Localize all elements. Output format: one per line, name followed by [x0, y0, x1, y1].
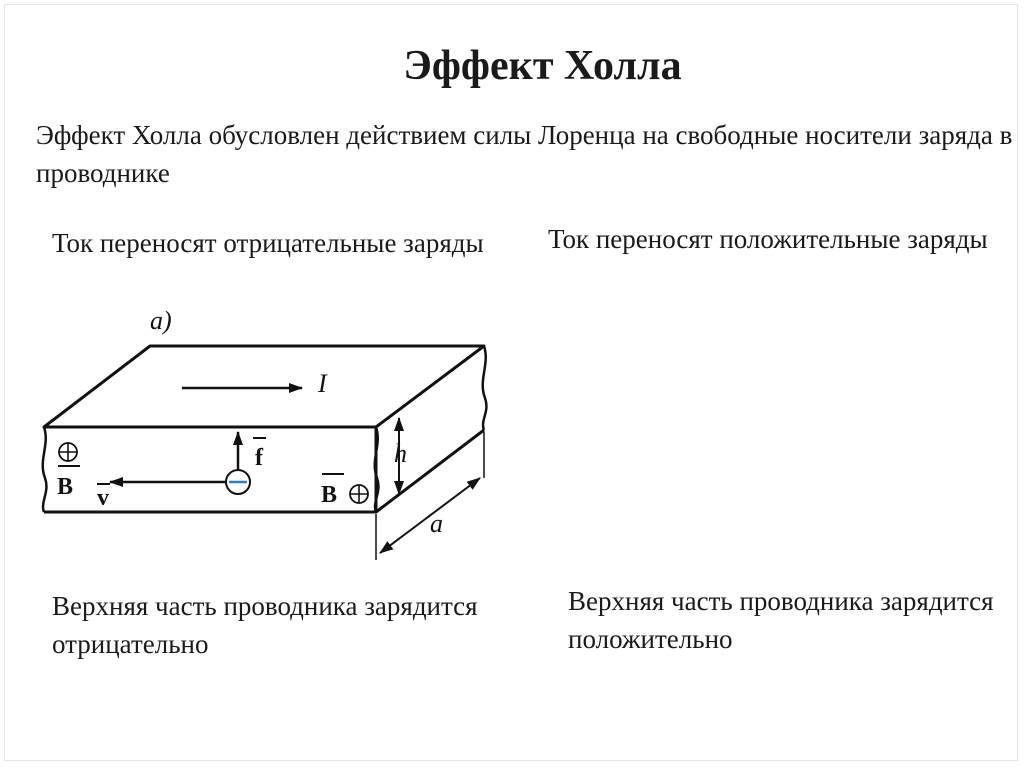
field-into-page-icon-right	[350, 485, 368, 503]
velocity-label: v	[97, 485, 109, 511]
width-dimension-arrow-a	[380, 514, 432, 553]
slab-top-face	[44, 346, 484, 427]
field-label-right: B	[321, 482, 338, 508]
force-label: f	[255, 445, 263, 471]
slab-back-break	[483, 346, 487, 430]
negative-conclusion: Верхняя часть проводника зарядится отрицательно	[52, 591, 478, 659]
width-label: a	[430, 509, 443, 538]
panel-label: a)	[150, 306, 172, 335]
slab-right-face	[376, 430, 484, 512]
current-label: I	[318, 369, 327, 398]
conductor-slab	[43, 346, 487, 512]
slide-title: Эффект Холла	[403, 43, 682, 89]
intro-text: Эффект Холла обусловлен действием силы Лоренца на свободные носители заряда в проводнике	[36, 120, 1013, 188]
field-into-page-icon-left	[59, 443, 77, 461]
field-label-left: B	[57, 474, 74, 500]
positive-carriers-heading: Ток переносят положительные заряды	[548, 224, 988, 254]
positive-conclusion: Верхняя часть проводника зарядится положительно	[568, 586, 994, 654]
height-label: h	[394, 439, 407, 468]
negative-carriers-heading: Ток переносят отрицательные заряды	[52, 228, 484, 258]
slab-left-break	[43, 427, 47, 512]
